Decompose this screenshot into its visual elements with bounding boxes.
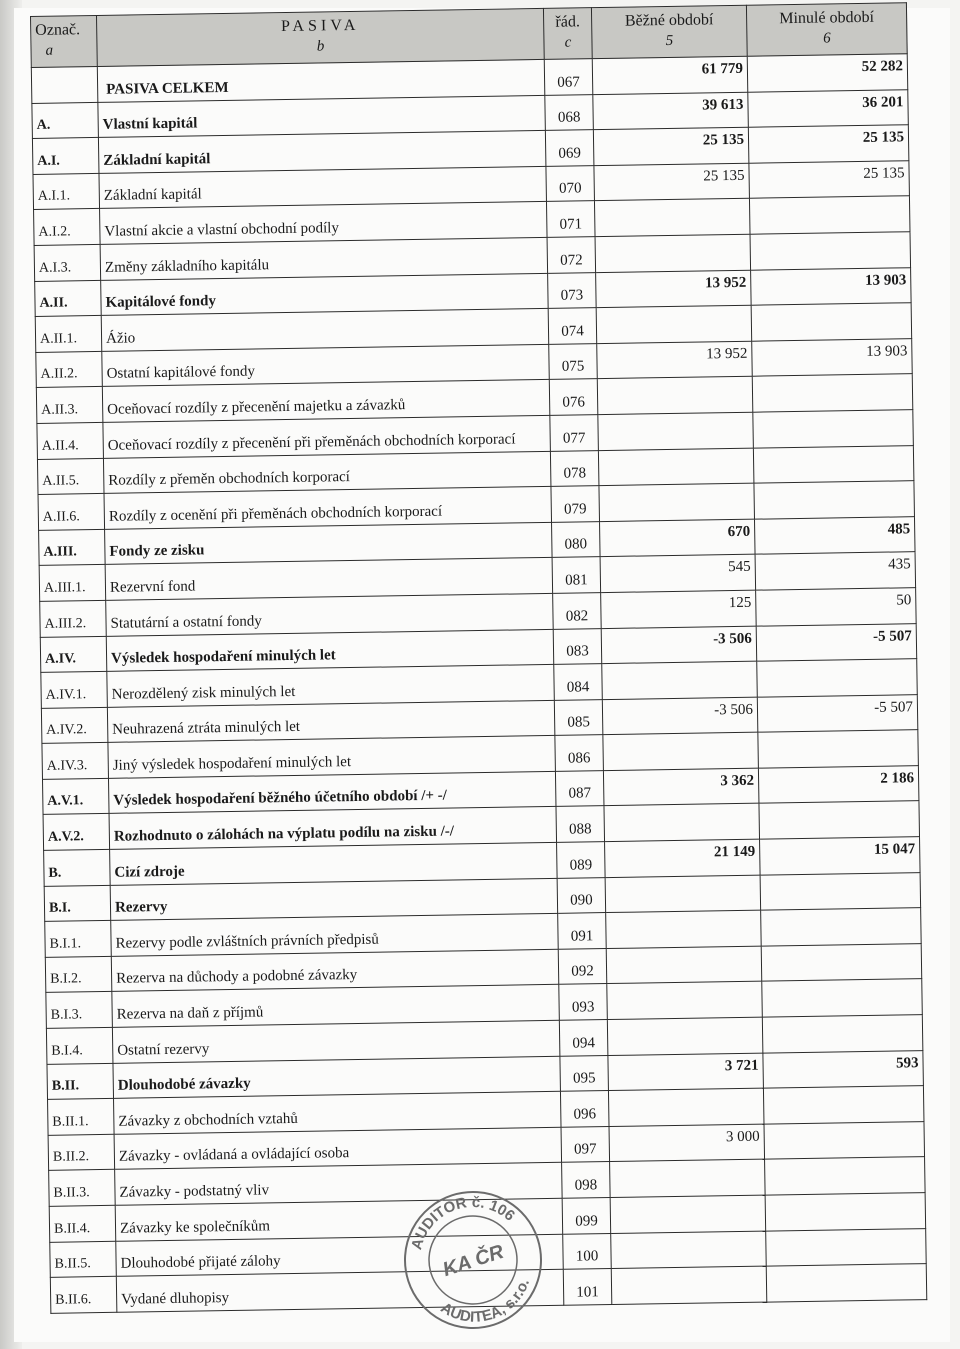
row-name: Fondy ze zisku [105, 522, 553, 565]
row-name: Závazky z obchodních vztahů [114, 1092, 562, 1135]
row-mark: A.V.1. [42, 778, 109, 815]
row-name: Neuhrazená ztráta minulých let [107, 700, 555, 743]
row-number: 083 [553, 628, 602, 664]
row-mark: A.III.2. [40, 600, 107, 637]
row-name: Výsledek hospodaření minulých let [106, 629, 554, 672]
row-name: Rezerva na důchody a podobné závazky [111, 949, 559, 992]
row-previous-value: 593 [763, 1050, 924, 1088]
row-previous-value [750, 232, 911, 270]
row-mark: A.II.6. [38, 494, 105, 531]
row-name: Kapitálové fondy [101, 273, 549, 316]
row-number: 075 [549, 343, 598, 379]
row-previous-value [749, 196, 910, 234]
row-current-value [606, 946, 762, 984]
row-current-value: 61 779 [592, 56, 748, 94]
row-mark: A.III. [39, 529, 106, 566]
row-current-value [596, 305, 752, 343]
row-current-value [607, 1017, 763, 1055]
header-previous-period: Minulé období 6 [746, 3, 907, 57]
row-current-value [598, 412, 754, 450]
row-current-value [595, 234, 751, 272]
row-previous-value: 25 135 [749, 160, 910, 198]
row-current-value: 545 [600, 554, 756, 592]
header-mark: Označ. a [31, 15, 98, 67]
row-name: Oceňovací rozdíly z přecenění při přeměnách obchodních korporací [103, 415, 551, 458]
row-mark: B.II.6. [50, 1276, 117, 1313]
row-previous-value [758, 730, 919, 768]
row-current-value: 39 613 [593, 92, 749, 130]
row-name: Rozdíly z přeměn obchodních korporací [103, 451, 551, 494]
row-number: 084 [554, 664, 603, 700]
row-previous-value [752, 374, 913, 412]
row-current-value [603, 732, 759, 770]
row-number: 099 [562, 1198, 611, 1234]
row-previous-value: 485 [754, 516, 915, 554]
row-name: Vlastní akcie a vlastní obchodní podíly [100, 202, 548, 245]
row-mark: A.I. [32, 138, 99, 175]
auditor-stamp [398, 1185, 548, 1335]
balance-sheet-liabilities-table [30, 2, 927, 1313]
row-previous-value [751, 303, 912, 341]
row-name: Rozhodnuto o zálohách na výplatu podílu na zisku /-/ [109, 807, 557, 850]
row-previous-value: 25 135 [748, 125, 909, 163]
row-previous-value [762, 979, 923, 1017]
row-mark: A.I.2. [34, 209, 101, 246]
row-current-value [599, 483, 755, 521]
row-mark: A.IV.1. [41, 671, 108, 708]
row-previous-value [753, 410, 914, 448]
row-name: Rezervní fond [105, 558, 553, 601]
row-name: Změny základního kapitálu [100, 237, 548, 280]
row-previous-value [762, 1015, 923, 1053]
row-number: 095 [560, 1055, 609, 1091]
row-mark: B.I.4. [46, 1027, 113, 1064]
row-previous-value [765, 1193, 926, 1231]
row-number: 098 [562, 1162, 611, 1198]
row-mark: B.II. [47, 1063, 114, 1100]
row-name: Základní kapitál [99, 166, 547, 209]
row-current-value: 125 [601, 590, 757, 628]
row-previous-value [766, 1264, 927, 1302]
row-number: 078 [550, 450, 599, 486]
row-current-value: 3 362 [603, 768, 759, 806]
row-name: Dlouhodobé závazky [113, 1056, 561, 1099]
row-number: 079 [551, 486, 600, 522]
row-name: Výsledek hospodaření běžného účetního období /+ -/ [108, 771, 556, 814]
row-previous-value [754, 481, 915, 519]
row-name: Závazky - podstatný vliv [115, 1163, 563, 1206]
row-name: Ostatní kapitálové fondy [102, 344, 550, 387]
row-number: 101 [563, 1269, 612, 1305]
row-number: 067 [544, 59, 593, 95]
row-mark: A.I.3. [34, 244, 101, 281]
row-number: 080 [552, 521, 601, 557]
row-previous-value: 435 [755, 552, 916, 590]
row-mark: B. [44, 849, 111, 886]
row-name: Rezerva na daň z příjmů [112, 985, 560, 1028]
row-current-value [597, 377, 753, 415]
row-previous-value [766, 1228, 927, 1266]
row-number: 085 [554, 699, 603, 735]
row-previous-value [753, 445, 914, 483]
row-mark [31, 66, 98, 103]
row-number: 072 [547, 237, 596, 273]
row-number: 093 [559, 984, 608, 1020]
row-mark: A.II. [35, 280, 102, 317]
row-mark: B.II.5. [50, 1241, 117, 1278]
row-number: 082 [553, 593, 602, 629]
row-mark: A.IV. [40, 636, 107, 673]
row-previous-value [765, 1157, 926, 1195]
row-mark: B.I.2. [45, 956, 112, 993]
row-current-value [602, 661, 758, 699]
row-number: 088 [556, 806, 605, 842]
row-previous-value: 50 [756, 588, 917, 626]
stamp-ring-bottom-text: AUDITEA, s.r.o. [437, 1276, 534, 1326]
row-name: Závazky ke společníkům [115, 1198, 563, 1241]
row-name: Oceňovací rozdíly z přecenění majetku a závazků [102, 380, 550, 423]
row-previous-value: -5 507 [756, 623, 917, 661]
row-number: 071 [546, 201, 595, 237]
row-current-value: -3 506 [602, 697, 758, 735]
row-previous-value [761, 908, 922, 946]
row-number: 092 [558, 948, 607, 984]
row-name: Závazky - ovládaná a ovládající osoba [114, 1127, 562, 1170]
row-previous-value: 2 186 [758, 766, 919, 804]
row-name: Rezervy [110, 878, 558, 921]
row-current-value: 3 000 [609, 1124, 765, 1162]
row-name: Jiný výsledek hospodaření minulých let [108, 736, 556, 779]
row-current-value [608, 1088, 764, 1126]
row-mark: B.II.3. [49, 1170, 116, 1207]
row-number: 077 [550, 415, 599, 451]
row-number: 089 [557, 842, 606, 878]
row-name: PASIVA CELKEM [97, 59, 545, 102]
row-current-value [605, 875, 761, 913]
row-previous-value [761, 943, 922, 981]
row-mark: A.II.2. [36, 351, 103, 388]
row-mark: A.V.2. [43, 814, 110, 851]
row-mark: A.II.5. [37, 458, 104, 495]
row-name: Dlouhodobé přijaté zálohy [116, 1234, 564, 1277]
row-current-value [611, 1266, 767, 1304]
row-previous-value: 52 282 [747, 54, 908, 92]
row-current-value [606, 910, 762, 948]
row-current-value [610, 1160, 766, 1198]
row-mark: A.II.1. [35, 316, 102, 353]
row-number: 087 [555, 770, 604, 806]
row-mark: A.I.1. [33, 173, 100, 210]
row-current-value [607, 982, 763, 1020]
row-name: Rezervy podle zvláštních právních předpisů [111, 914, 559, 957]
row-current-value [610, 1195, 766, 1233]
row-mark: A.II.3. [36, 387, 103, 424]
row-number: 097 [561, 1126, 610, 1162]
row-name: Statutární a ostatní fondy [106, 593, 554, 636]
row-number: 094 [559, 1020, 608, 1056]
row-mark: A.IV.2. [41, 707, 108, 744]
row-previous-value [764, 1121, 925, 1159]
row-mark: B.I. [44, 885, 111, 922]
header-pasiva: PASIVA b [96, 8, 544, 66]
row-number: 100 [563, 1233, 612, 1269]
row-mark: B.I.3. [46, 992, 113, 1029]
row-number: 074 [548, 308, 597, 344]
row-mark: A.III.1. [39, 565, 106, 602]
row-mark: A.IV.3. [42, 743, 109, 780]
row-mark: B.I.1. [45, 921, 112, 958]
row-current-value: -3 506 [601, 626, 757, 664]
row-mark: B.II.1. [48, 1099, 115, 1136]
row-number: 091 [558, 913, 607, 949]
row-current-value [611, 1231, 767, 1269]
row-previous-value [759, 801, 920, 839]
stamp-ring-top-text: AUDITOR č. 106 [408, 1193, 518, 1252]
header-row-number: řád. c [543, 8, 592, 60]
row-previous-value: 36 201 [748, 89, 909, 127]
row-current-value: 13 952 [596, 270, 752, 308]
header-current-period: Běžné období 5 [591, 5, 747, 58]
row-current-value: 21 149 [605, 839, 761, 877]
row-number: 070 [546, 165, 595, 201]
row-number: 073 [548, 272, 597, 308]
row-previous-value [757, 659, 918, 697]
row-previous-value: 13 903 [752, 338, 913, 376]
row-number: 090 [557, 877, 606, 913]
row-name: Rozdíly z ocenění při přeměnách obchodních korporací [104, 487, 552, 530]
row-previous-value: -5 507 [757, 694, 918, 732]
row-mark: A. [32, 102, 99, 139]
row-previous-value: 15 047 [760, 837, 921, 875]
row-name: Základní kapitál [98, 131, 546, 174]
row-mark: B.II.2. [48, 1134, 115, 1171]
row-name: Ážio [101, 309, 549, 352]
row-current-value: 13 952 [597, 341, 753, 379]
row-current-value: 25 135 [594, 163, 750, 201]
row-mark: B.II.4. [49, 1205, 116, 1242]
row-name: Cizí zdroje [110, 842, 558, 885]
row-previous-value [763, 1086, 924, 1124]
row-mark: A.II.4. [37, 422, 104, 459]
row-number: 069 [545, 130, 594, 166]
row-number: 076 [549, 379, 598, 415]
row-number: 068 [545, 94, 594, 130]
row-name: Vlastní kapitál [98, 95, 546, 138]
row-current-value: 670 [600, 519, 756, 557]
row-previous-value [760, 872, 921, 910]
row-previous-value: 13 903 [751, 267, 912, 305]
row-current-value [604, 804, 760, 842]
row-name: Nerozdělený zisk minulých let [107, 664, 555, 707]
row-current-value [598, 448, 754, 486]
row-current-value [594, 199, 750, 237]
row-name: Vydané dluhopisy [116, 1269, 564, 1312]
row-current-value: 3 721 [608, 1053, 764, 1091]
row-number: 081 [552, 557, 601, 593]
row-current-value: 25 135 [593, 127, 749, 165]
stamp-center-text: KA ČR [440, 1240, 507, 1282]
row-number: 086 [555, 735, 604, 771]
row-number: 096 [560, 1091, 609, 1127]
row-name: Ostatní rezervy [112, 1020, 560, 1063]
